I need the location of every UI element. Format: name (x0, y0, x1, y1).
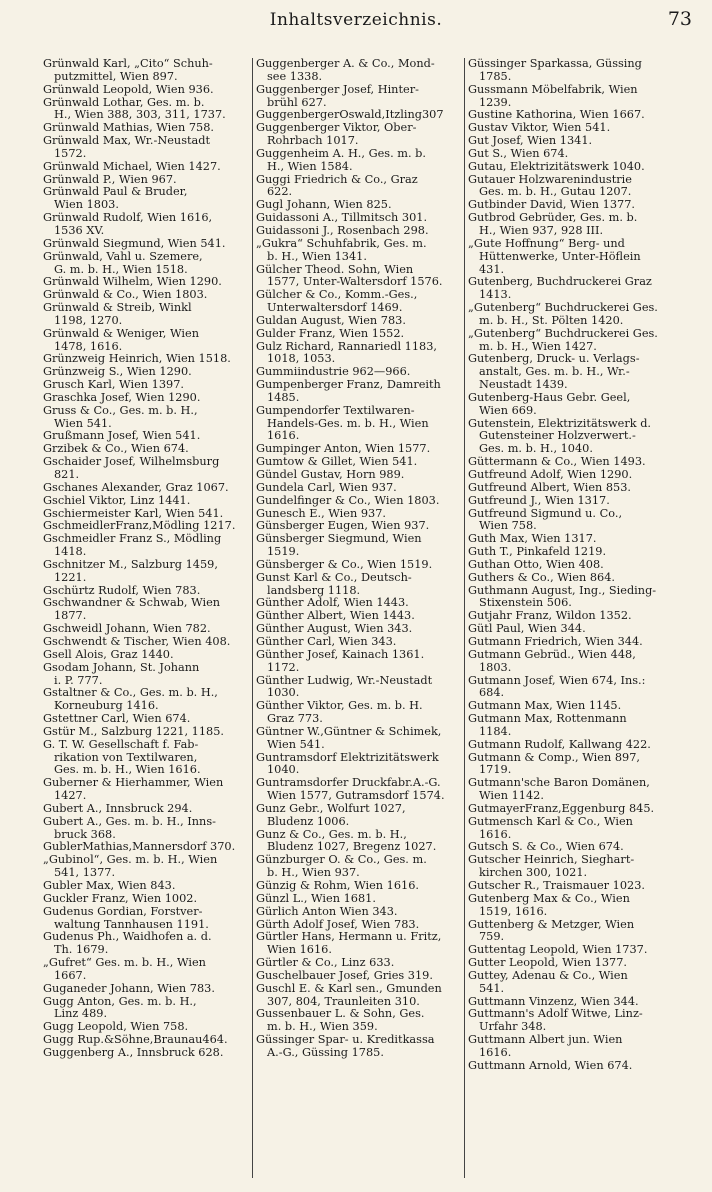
index-entry: Gutmann Max, Wien 1145. (468, 699, 622, 713)
index-entry: Grünwald Rudolf, Wien 1616, 1536 XV. (43, 211, 213, 237)
index-entry: Gustine Kathorina, Wien 1667. (468, 108, 645, 122)
index-entry: Güntner W.,Güntner & Schimek, Wien 541. (256, 724, 442, 751)
index-column-2 (252, 58, 464, 1178)
index-entry: Günsberger & Co., Wien 1519. (256, 557, 433, 571)
index-entry: Gutmann Rudolf, Kallwang 422. (468, 737, 651, 751)
index-entry: Grünwald Mathias, Wien 758. (43, 121, 214, 135)
index-entry: Günzig & Rohm, Wien 1616. (256, 879, 420, 892)
index-entry: Grünzweig Heinrich, Wien 1518. (43, 352, 231, 366)
index-entry: Gundela Carl, Wien 937. (256, 480, 397, 494)
index-entry: GuggenbergerOswald,Itzling307 (256, 108, 444, 122)
index-entry: Guggenberger Viktor, Ober- Rohrbach 1017. (256, 121, 417, 148)
index-entry: Gutenberg, Buchdruckerei Graz 1413. (468, 275, 652, 302)
index-entry: Gumpinger Anton, Wien 1577. (256, 442, 431, 456)
index-entry: Gutfreund Adolf, Wien 1290. (468, 468, 633, 481)
index-entry: G. T. W. Gesellschaft f. Fab- rikation von Textilwaren, Ges. m. b. H., Wien 1616. (43, 737, 201, 777)
index-entry: Guthers & Co., Wien 864. (468, 570, 615, 584)
index-entry: Gsell Alois, Graz 1440. (43, 647, 174, 661)
index-entry: Gürth Adolf Josef, Wien 783. (256, 917, 420, 931)
index-entry: Gutauer Holzwarenindustrie Ges. m. b. H., Gutau 1207. (468, 172, 632, 199)
index-entry: Gutmann'sche Baron Domänen, Wien 1142. (468, 776, 650, 803)
index-entry: Gudenus Gordian, Forstver- waltung Tannhausen 1191. (43, 904, 209, 931)
index-entry: Gschanes Alexander, Graz 1067. (43, 480, 229, 494)
index-entry: Guberner & Hierhammer, Wien 1427. (43, 776, 224, 803)
index-entry: Grußmann Josef, Wien 541. (43, 429, 201, 443)
index-entry: Gugl Johann, Wien 825. (256, 198, 392, 212)
index-column-1 (40, 58, 252, 1178)
index-entry: Grünwald Karl, „Cito“ Schuh- putzmittel, Wien 897. (43, 58, 213, 83)
index-entry: Gutmann Max, Rottenmann 1184. (468, 712, 627, 738)
index-entry: Günsberger Eugen, Wien 937. (256, 519, 430, 533)
index-entry: Gülcher Theod. Sohn, Wien 1577, Unter-Waltersdorf 1576. (256, 262, 443, 289)
index-entry: Guggenheim A. H., Ges. m. b. H., Wien 1584. (256, 146, 426, 173)
index-entry: GublerMathias,Mannersdorf 370. (43, 840, 236, 854)
index-entry: Gubert A., Innsbruck 294. (43, 801, 193, 815)
index-entry: Grünwald & Weniger, Wien 1478, 1616. (43, 326, 199, 353)
index-entry: Gutmann & Comp., Wien 897, 1719. (468, 750, 640, 777)
index-entry: Gürtler & Co., Linz 633. (256, 956, 395, 970)
index-entry: Günther Josef, Kainach 1361. 1172. (256, 647, 425, 674)
index-entry: Guldan August, Wien 783. (256, 313, 406, 327)
index-entry: Gut S., Wien 674. (468, 146, 569, 160)
page-number: 73 (667, 8, 692, 30)
index-entry: Gutscher R., Traismauer 1023. (468, 879, 646, 892)
index-entry: GschmeidlerFranz,Mödling 1217. (43, 519, 236, 533)
index-entry: Guttmann Albert jun. Wien 1616. (468, 1033, 623, 1059)
index-entry: Guckler Franz, Wien 1002. (43, 891, 198, 905)
index-entry: Grünwald Max, Wr.-Neustadt 1572. (43, 134, 211, 160)
index-entry: Gugg Leopold, Wien 758. (43, 1020, 189, 1034)
index-entry: Günther Ludwig, Wr.-Neustadt 1030. (256, 673, 433, 700)
index-entry: Gschaider Josef, Wilhelmsburg 821. (43, 455, 220, 481)
index-entry: Gschwendt & Tischer, Wien 408. (43, 634, 231, 648)
index-entry: Guggi Friedrich & Co., Graz 622. (256, 172, 418, 199)
index-entry: Grzibek & Co., Wien 674. (43, 442, 189, 456)
index-entry: Guggenberger A. & Co., Mond- see 1338. (256, 58, 435, 83)
index-entry: Gutfreund J., Wien 1317. (468, 493, 610, 507)
index-entry: Günzl L., Wien 1681. (256, 891, 376, 905)
index-entry: Gutter Leopold, Wien 1377. (468, 956, 628, 970)
index-entry: Gumpenberger Franz, Damreith 1485. (256, 378, 441, 404)
index-entry: Gutbinder David, Wien 1377. (468, 198, 635, 212)
index-entry: Gschnitzer M., Salzburg 1459, 1221. (43, 557, 218, 584)
index-columns (40, 58, 676, 1178)
index-entry: Gschiermeister Karl, Wien 541. (43, 506, 224, 520)
index-entry: Günther Adolf, Wien 1443. (256, 596, 409, 610)
index-entry: Gruss & Co., Ges. m. b. H., Wien 541. (43, 403, 198, 430)
index-entry: Gugg Rup.&Söhne,Braunau464. (43, 1033, 228, 1047)
index-entry: Guidassoni J., Rosenbach 298. (256, 223, 429, 237)
index-entry: Gumpendorfer Textilwaren- Handels-Ges. m. b. H., Wien 1616. (256, 403, 429, 443)
index-entry: Gutau, Elektrizitätswerk 1040. (468, 159, 645, 173)
index-entry: Gugg Anton, Ges. m. b. H., Linz 489. (43, 994, 197, 1021)
index-entry: Gsodam Johann, St. Johann i. P. 777. (43, 660, 200, 687)
index-entry: Gustav Viktor, Wien 541. (468, 121, 611, 135)
index-entry: Günther Carl, Wien 343. (256, 634, 397, 648)
index-entry: Günther August, Wien 343. (256, 622, 413, 636)
index-entry: Gschürtz Rudolf, Wien 783. (43, 583, 201, 597)
index-entry: Gutenberg-Haus Gebr. Geel, Wien 669. (468, 390, 631, 417)
index-entry: Gürtler Hans, Hermann u. Fritz, Wien 1616. (256, 930, 442, 957)
index-entry: Gutfreund Albert, Wien 853. (468, 480, 632, 494)
index-entry: Gschmeidler Franz S., Mödling 1418. (43, 532, 222, 559)
index-entry: Gschiel Viktor, Linz 1441. (43, 493, 191, 507)
index-entry: Gutmann Gebrüd., Wien 448, 1803. (468, 647, 636, 674)
index-entry: Grünwald Lothar, Ges. m. b. H., Wien 388, 303, 311, 1737. (43, 95, 226, 122)
index-entry: Gülcher & Co., Komm.-Ges., Unterwaltersdorf 1469. (256, 288, 418, 315)
index-entry: Gudenus Ph., Waidhofen a. d. Th. 1679. (43, 930, 212, 957)
index-entry: Grünwald Siegmund, Wien 541. (43, 236, 226, 250)
index-entry: Gstettner Carl, Wien 674. (43, 712, 191, 726)
index-entry: Gutbrod Gebrüder, Ges. m. b. H., Wien 937, 928 III. (468, 211, 638, 237)
index-entry: Gunz & Co., Ges. m. b. H., Bludenz 1027, Bregenz 1027. (256, 827, 437, 854)
index-entry: Grünzweig S., Wien 1290. (43, 365, 192, 379)
index-entry: Grünwald & Co., Wien 1803. (43, 288, 208, 302)
index-entry: Guttenberg & Metzger, Wien 759. (468, 917, 635, 944)
index-entry: Guth Max, Wien 1317. (468, 532, 597, 546)
index-entry: Guthmann August, Ing., Sieding- Stixenstein 506. (468, 583, 657, 610)
index-entry: Guttmann Vinzenz, Wien 344. (468, 994, 639, 1008)
index-entry: Gündel Gustav, Horn 989. (256, 468, 405, 481)
index-entry: „Gutenberg“ Buchdruckerei Ges. m. b. H., Wien 1427. (468, 326, 658, 353)
index-entry: Gutscher Heinrich, Sieghart- kirchen 300, 1021. (468, 853, 635, 880)
index-entry: Guttmann Arnold, Wien 674. (468, 1058, 633, 1072)
index-entry: Günther Albert, Wien 1443. (256, 609, 415, 623)
index-entry: Gutjahr Franz, Wildon 1352. (468, 609, 632, 623)
index-entry: „Gufret“ Ges. m. b. H., Wien 1667. (43, 956, 206, 982)
index-entry: Gutmann Josef, Wien 674, Ins.: 684. (468, 673, 646, 700)
index-entry: Guidassoni A., Tillmitsch 301. (256, 211, 428, 225)
index-entry: Gschwandner & Schwab, Wien 1877. (43, 596, 221, 623)
index-entry: Grünwald Michael, Wien 1427. (43, 159, 221, 173)
index-entry: Gstaltner & Co., Ges. m. b. H., Korneuburg 1416. (43, 686, 218, 713)
index-entry: Gutfreund Sigmund u. Co., Wien 758. (468, 506, 623, 533)
index-entry: Gschweidl Johann, Wien 782. (43, 622, 211, 636)
index-entry: Gürlich Anton Wien 343. (256, 904, 398, 918)
index-entry: Guschl E. & Karl sen., Gmunden 307, 804, Traunleiten 310. (256, 981, 442, 1008)
index-entry: Guttentag Leopold, Wien 1737. (468, 943, 648, 957)
index-entry: Gulder Franz, Wien 1552. (256, 326, 405, 340)
index-entry: Grusch Karl, Wien 1397. (43, 378, 184, 392)
page-title: Inhaltsverzeichnis. (269, 10, 443, 30)
index-entry: GutmayerFranz,Eggenburg 845. (468, 801, 655, 815)
index-entry: Gussmann Möbelfabrik, Wien 1239. (468, 82, 638, 109)
index-entry: Grünwald Leopold, Wien 936. (43, 82, 214, 96)
index-entry: Grünwald, Vahl u. Szemere, G. m. b. H., Wien 1518. (43, 249, 203, 276)
index-entry: Gunesch E., Wien 937. (256, 506, 387, 520)
index-entry: Gutsch S. & Co., Wien 674. (468, 840, 624, 854)
index-entry: Guttmann's Adolf Witwe, Linz- Urfahr 348. (468, 1007, 643, 1034)
index-entry: Guggenberger Josef, Hinter- brühl 627. (256, 82, 419, 109)
index-entry: Grünwald Wilhelm, Wien 1290. (43, 275, 222, 289)
index-entry: Gussenbauer L. & Sohn, Ges. m. b. H., Wien 359. (256, 1007, 425, 1034)
index-entry: Guttey, Adenau & Co., Wien 541. (468, 968, 628, 995)
index-entry: Gutmensch Karl & Co., Wien 1616. (468, 814, 633, 841)
index-entry: Gunst Karl & Co., Deutsch- landsberg 1118. (256, 570, 412, 597)
index-entry: Gubler Max, Wien 843. (43, 879, 176, 892)
index-entry: „Gutenberg“ Buchdruckerei Ges. m. b. H., St. Pölten 1420. (468, 301, 658, 327)
index-entry: Günther Viktor, Ges. m. b. H. Graz 773. (256, 699, 423, 726)
index-entry: Gut Josef, Wien 1341. (468, 134, 593, 148)
index-entry: Gunz Gebr., Wolfurt 1027, Bludenz 1006. (256, 801, 406, 828)
index-entry: Gumtow & Gillet, Wien 541. (256, 455, 418, 469)
index-entry: Güssinger Spar- u. Kreditkassa A.-G., Güssing 1785. (256, 1033, 435, 1059)
index-entry: „Gukra“ Schuhfabrik, Ges. m. b. H., Wien 1341. (256, 236, 427, 263)
index-entry: Günzburger O. & Co., Ges. m. b. H., Wien 937. (256, 853, 427, 880)
index-entry: Güssinger Sparkassa, Güssing 1785. (468, 58, 642, 83)
index-entry: Gutenberg, Druck- u. Verlags- anstalt, Ges. m. b. H., Wr.- Neustadt 1439. (468, 352, 640, 392)
index-entry: Guganeder Johann, Wien 783. (43, 981, 215, 995)
index-entry: Guntramsdorf Elektrizitätswerk 1040. (256, 750, 439, 777)
index-entry: Gutenstein, Elektrizitätswerk d. Gutensteiner Holzverwert.- Ges. m. b. H., 1040. (468, 416, 652, 456)
index-entry: Guggenberg A., Innsbruck 628. (43, 1045, 224, 1059)
index-entry: Guschelbauer Josef, Gries 319. (256, 968, 433, 982)
index-entry: „Gubinol“, Ges. m. b. H., Wien 541, 1377. (43, 853, 218, 880)
index-entry: Grünwald Paul & Bruder, Wien 1803. (43, 185, 188, 212)
index-entry: Grünwald P., Wien 967. (43, 172, 177, 186)
index-entry: Gulz Richard, Rannariedl 1183, 1018, 1053. (256, 339, 437, 366)
index-entry: Guntramsdorfer Druckfabr.A.-G. Wien 1577, Gutramsdorf 1574. (256, 776, 445, 803)
page-header (0, 0, 712, 50)
index-entry: Gütl Paul, Wien 344. (468, 622, 586, 636)
index-entry: Gstür M., Salzburg 1221, 1185. (43, 724, 225, 738)
index-entry: Günsberger Siegmund, Wien 1519. (256, 532, 422, 559)
index-entry: Gutmann Friedrich, Wien 344. (468, 634, 643, 648)
index-entry: „Gute Hoffnung“ Berg- und Hüttenwerke, Unter-Höflein 431. (468, 236, 641, 276)
index-entry: Gutenberg Max & Co., Wien 1519, 1616. (468, 891, 630, 918)
index-column-3 (464, 58, 676, 1178)
index-entry: Graschka Josef, Wien 1290. (43, 390, 201, 404)
index-entry: Guthan Otto, Wien 408. (468, 557, 604, 571)
index-entry: Gundelfinger & Co., Wien 1803. (256, 493, 440, 507)
index-entry: Gummiindustrie 962—966. (256, 365, 411, 379)
index-entry: Güttermann & Co., Wien 1493. (468, 455, 646, 469)
index-entry: Guth T., Pinkafeld 1219. (468, 545, 607, 559)
index-entry: Gubert A., Ges. m. b. H., Inns- bruck 368. (43, 814, 216, 841)
index-entry: Grünwald & Streib, Winkl 1198, 1270. (43, 301, 192, 327)
